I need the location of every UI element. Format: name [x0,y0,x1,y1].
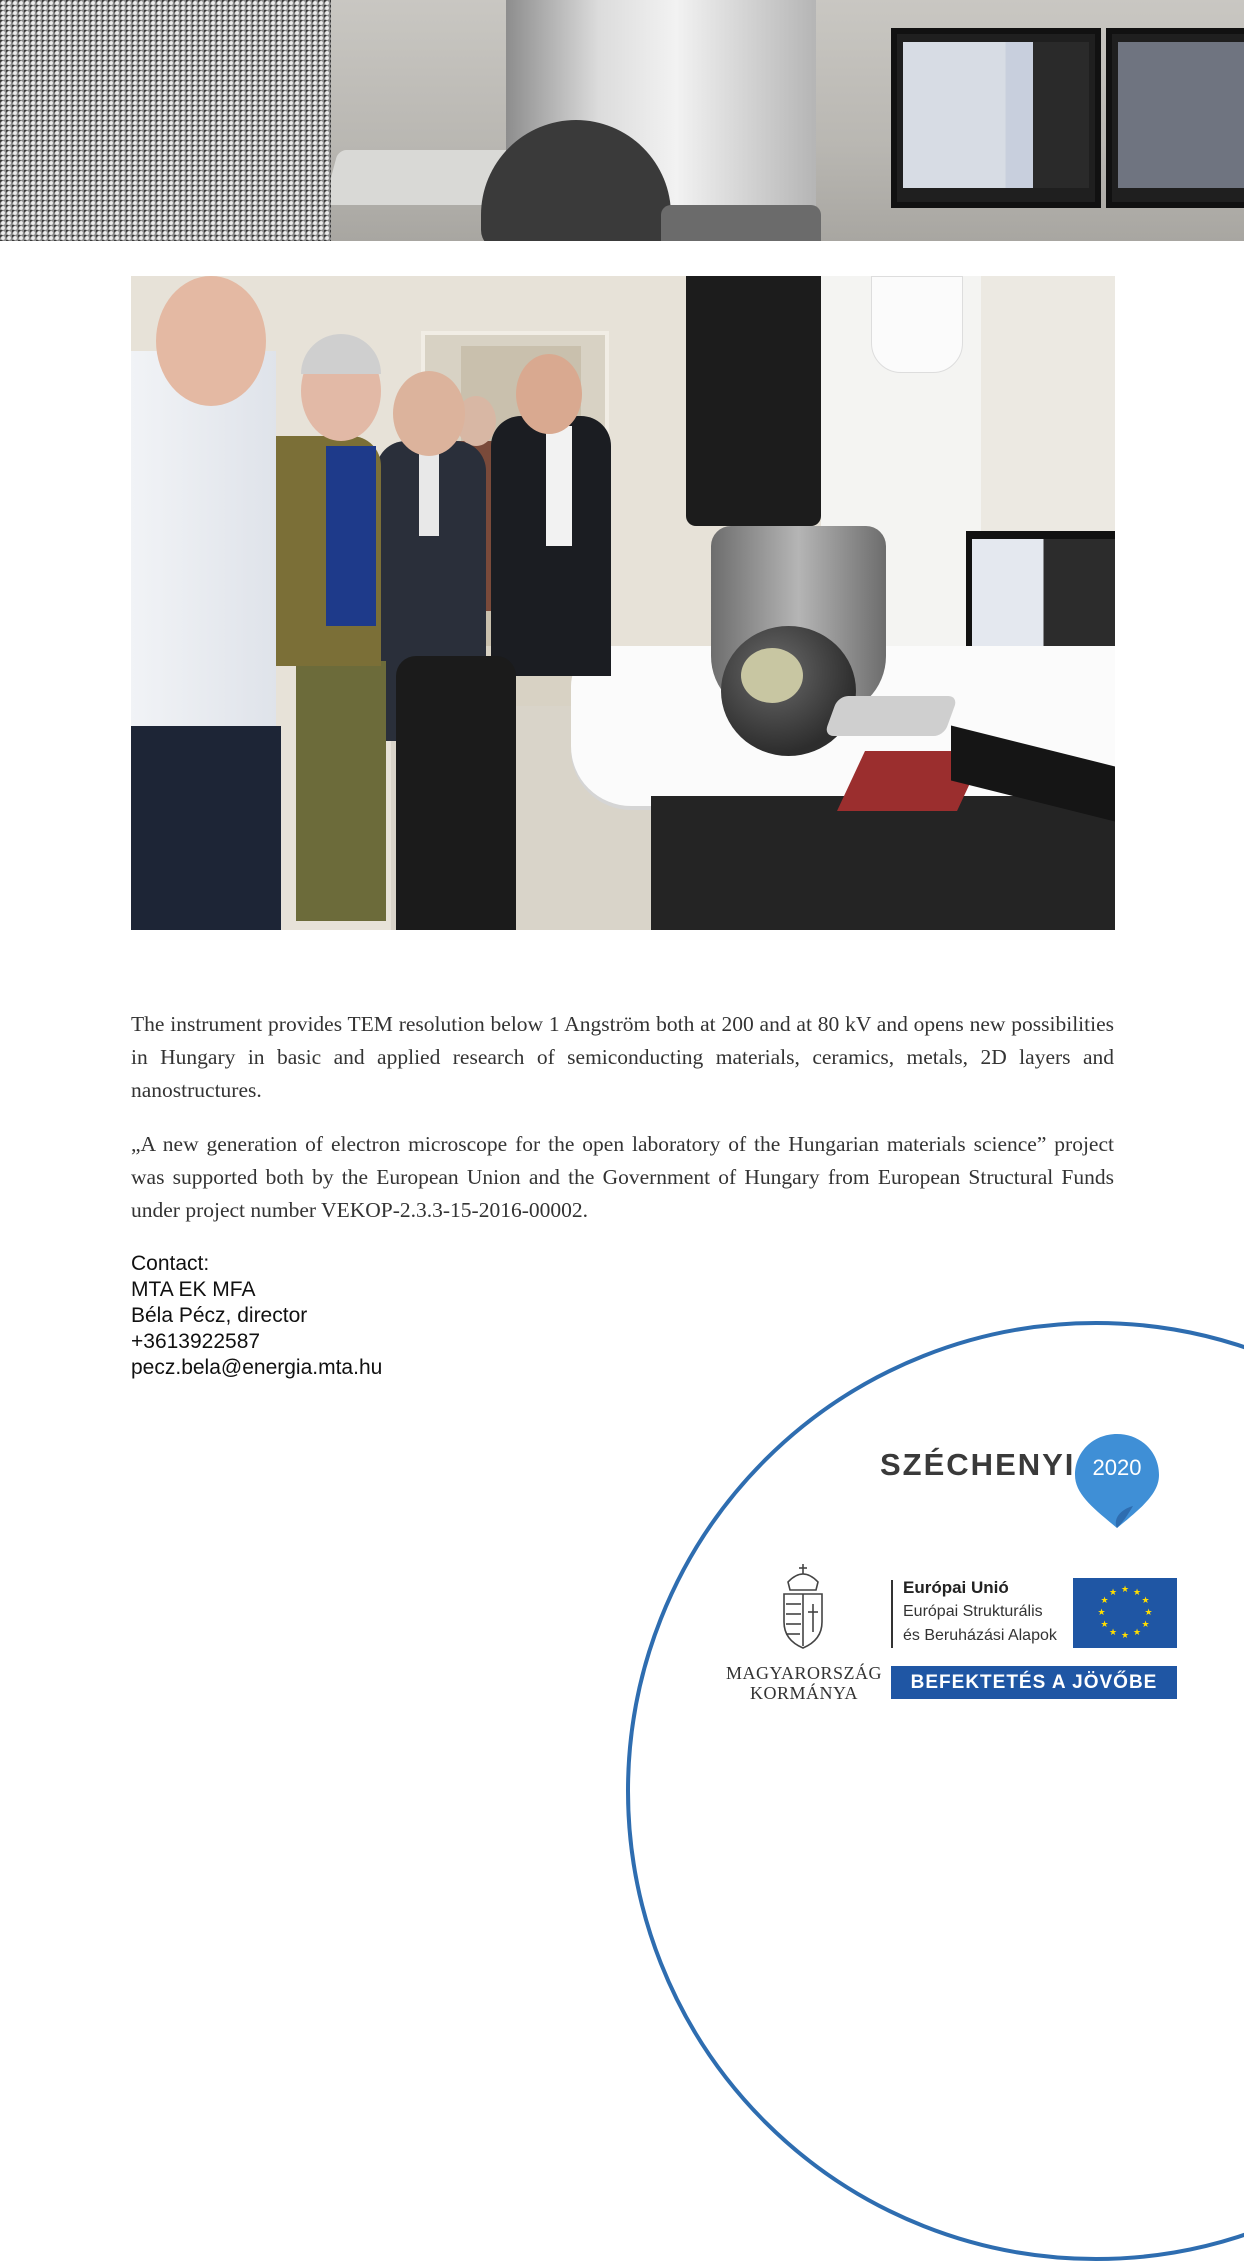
eu-flag-icon [1073,1578,1177,1648]
atomic-lattice-image [0,0,331,241]
svg-text:★: ★ [1097,1608,1106,1618]
government-line-1: MAGYARORSZÁG [725,1663,883,1683]
government-logo-text [724,1663,884,1703]
project-funding-paragraph: „A new generation of electron microscope for the open laboratory of the Hungarian materials science” project was supported both by the European Union and the Government of Hungary from European Structural Funds under project number VEKOP-2.3.3-15-2016-00002. [131,1132,1114,1222]
svg-text:★: ★ [1144,1608,1153,1618]
eu-funds-line-2: és Beruházási Alapok [903,1627,1057,1644]
szechenyi-year: 2020 [1092,1455,1142,1480]
microscope-column [686,276,821,526]
eu-title: Európai Unió [903,1578,1009,1597]
map-pin-icon [1073,1432,1161,1530]
svg-text:★: ★ [1120,1585,1130,1595]
svg-text:★: ★ [1108,1628,1118,1638]
svg-text:★: ★ [1100,1620,1109,1630]
eu-divider [891,1580,893,1648]
investment-slogan-bar: BEFEKTETÉS A JÖVŐBE [891,1666,1177,1699]
hungarian-coat-of-arms-icon [778,1560,828,1652]
contact-organization: MTA EK MFA [131,1278,256,1301]
instrument-description-paragraph: The instrument provides TEM resolution below 1 Angström both at 200 and at 80 kV and opens new possibilities in Hungary in basic and applied research of semiconducting materials, ceramics, metals, 2D layers and nanostructures. [131,1012,1114,1102]
contact-heading: Contact: [131,1252,210,1275]
header-banner [0,0,1244,241]
svg-text:★: ★ [1108,1588,1118,1598]
svg-text:★: ★ [1141,1620,1150,1630]
svg-text:★: ★ [1132,1628,1142,1638]
eu-funds-line-1: Európai Strukturális [903,1603,1043,1620]
svg-text:★: ★ [1141,1596,1150,1606]
contact-phone[interactable]: +3613922587 [131,1330,261,1353]
contact-person: Béla Pécz, director [131,1304,308,1327]
photo-control-pad [661,205,821,241]
szechenyi-wordmark: SZÉCHENYI [880,1447,1076,1482]
visitors-at-microscope-photo [131,276,1115,930]
svg-text:★: ★ [1132,1588,1142,1598]
photo-monitor-left [891,28,1101,208]
contact-block [131,1251,551,1381]
office-chair [396,656,516,930]
government-line-2: KORMÁNYA [749,1683,858,1703]
svg-text:★: ★ [1120,1631,1130,1641]
contact-email[interactable]: pecz.bela@energia.mta.hu [131,1356,383,1379]
microscope-lab-photo [331,0,1244,241]
photo-monitor-right [1106,28,1244,208]
svg-text:★: ★ [1100,1596,1109,1606]
